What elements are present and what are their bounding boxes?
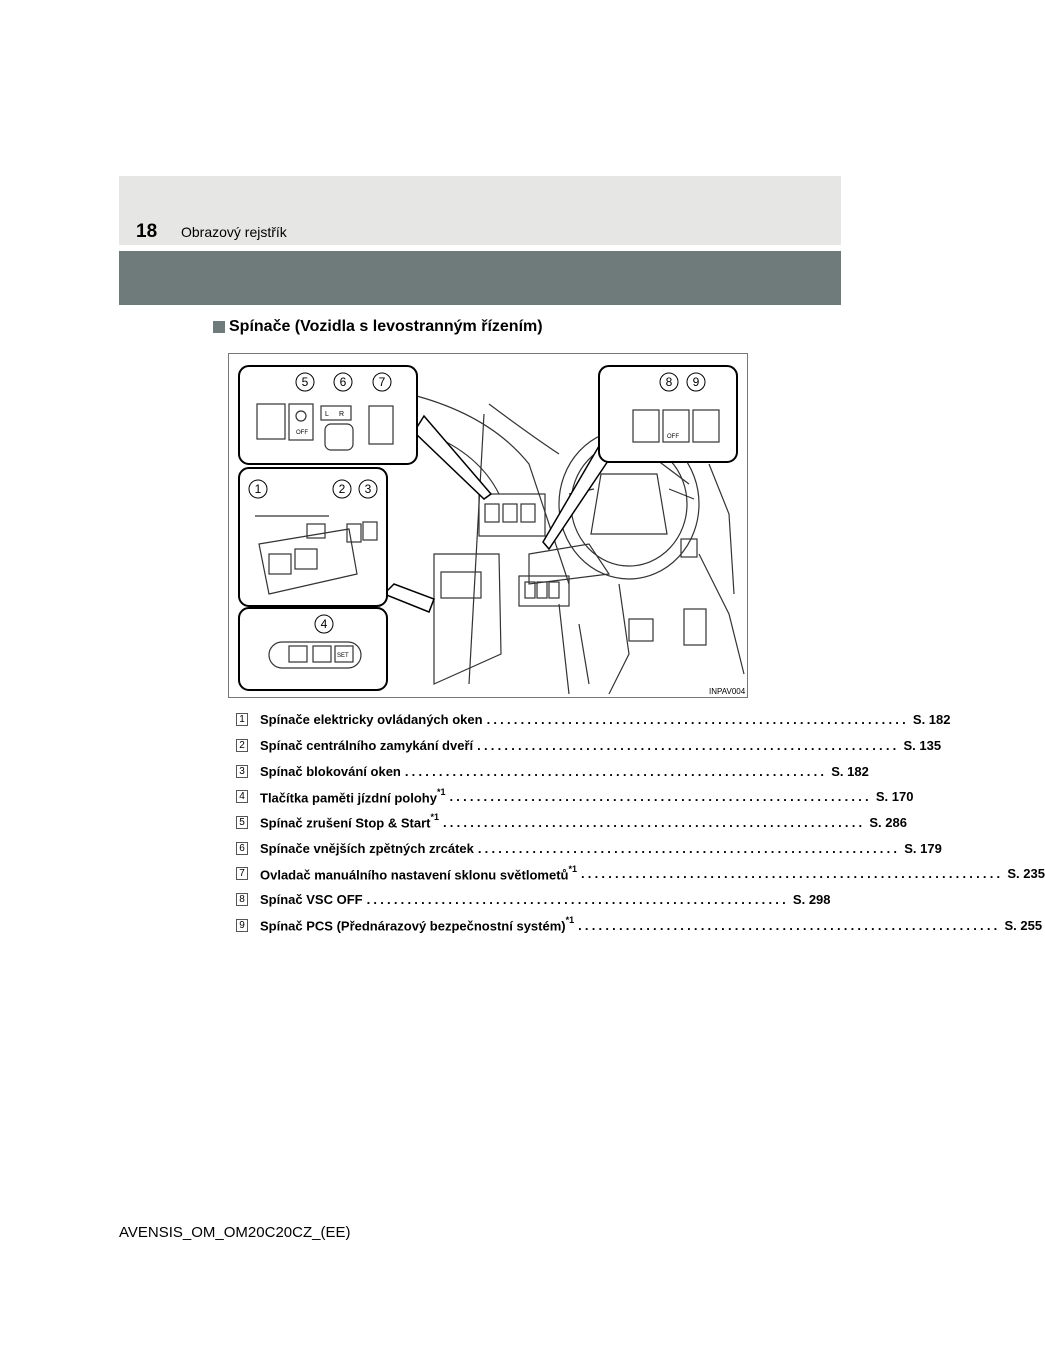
leader-dots: .............................................................. xyxy=(477,738,900,754)
header-band xyxy=(119,251,841,305)
item-page-ref[interactable]: S. 298 xyxy=(792,892,831,908)
heading-square-icon xyxy=(213,321,225,333)
leader-dots: .............................................................. xyxy=(404,763,828,779)
callout-5: 5 xyxy=(301,375,309,389)
off-label-a: OFF xyxy=(296,430,308,436)
document-code: AVENSIS_OM_OM20C20CZ_(EE) xyxy=(119,1224,351,1241)
list-item xyxy=(236,887,831,913)
section-heading xyxy=(213,318,543,336)
off-label-b: OFF xyxy=(667,434,679,440)
item-page-ref[interactable]: S. 179 xyxy=(904,840,942,856)
item-page-ref[interactable]: S. 286 xyxy=(869,815,907,831)
leader-dots: .............................................................. xyxy=(477,840,901,856)
item-label: Tlačítka paměti jízdní polohy$^{*1}$ xyxy=(260,786,446,806)
footnote-marker: *1 xyxy=(436,786,446,797)
list-item xyxy=(236,758,869,784)
item-number: 3 xyxy=(236,765,248,778)
illustration-code: INPAV004 xyxy=(709,687,746,696)
item-label: Spínač PCS (Přednárazový bezpečnostní systém)$^{*1}$ xyxy=(260,915,575,934)
leader-dots: .............................................................. xyxy=(581,866,1004,882)
item-label: Spínač centrálního zamykání dveří xyxy=(260,738,474,754)
item-number: 9 xyxy=(236,919,248,932)
list-item xyxy=(236,861,1045,887)
leader-dots: .............................................................. xyxy=(486,712,909,728)
list-item xyxy=(236,707,951,733)
section-title: Obrazový rejstřík xyxy=(181,224,287,240)
footnote-marker: *1 xyxy=(430,812,439,823)
callout-9: 9 xyxy=(692,375,700,389)
item-label: Ovladač manuálního nastavení sklonu světlometů$^{*1}$ xyxy=(260,863,577,883)
item-label: Spínač VSC OFF xyxy=(260,892,363,908)
page-header xyxy=(119,176,841,245)
list-item xyxy=(236,913,1043,939)
dashboard-drawing xyxy=(229,354,747,697)
item-page-ref[interactable]: S. 135 xyxy=(903,738,942,754)
item-number: 7 xyxy=(236,867,248,880)
item-number: 1 xyxy=(236,713,248,726)
callout-7: 7 xyxy=(378,375,386,389)
footnote-marker: *1 xyxy=(565,915,575,926)
callout-6: 6 xyxy=(339,375,347,389)
callout-4: 4 xyxy=(320,617,328,631)
callout-8: 8 xyxy=(665,375,673,389)
item-label: Spínače vnějších zpětných zrcátek xyxy=(260,840,474,856)
switches-illustration xyxy=(228,353,748,698)
list-item xyxy=(236,733,942,759)
callout-2: 2 xyxy=(338,482,346,496)
switch-list xyxy=(236,707,1045,938)
heading-text: Spínače (Vozidla s levostranným řízením) xyxy=(229,318,543,335)
leader-dots: .............................................................. xyxy=(578,917,1001,933)
item-number: 5 xyxy=(236,816,248,829)
footnote-marker: *1 xyxy=(568,863,577,874)
list-item xyxy=(236,835,942,861)
list-item xyxy=(236,810,907,836)
item-label: Spínač blokování oken xyxy=(260,763,401,779)
set-label: SET xyxy=(337,653,349,659)
item-number: 6 xyxy=(236,842,248,855)
callout-3: 3 xyxy=(364,482,372,496)
item-page-ref[interactable]: S. 182 xyxy=(831,763,869,779)
leader-dots: .............................................................. xyxy=(366,892,789,908)
item-page-ref[interactable]: S. 182 xyxy=(912,712,951,728)
item-page-ref[interactable]: S. 235 xyxy=(1007,866,1045,882)
page-number: 18 xyxy=(136,221,158,242)
mirror-l-label: L xyxy=(325,411,329,418)
mirror-r-label: R xyxy=(339,411,345,418)
leader-dots: .............................................................. xyxy=(443,815,866,831)
item-number: 4 xyxy=(236,790,248,803)
leader-dots: .............................................................. xyxy=(449,789,872,805)
item-page-ref[interactable]: S. 255 xyxy=(1004,917,1043,933)
callout-1: 1 xyxy=(254,482,262,496)
item-label: Spínače elektricky ovládaných oken xyxy=(260,712,483,728)
item-page-ref[interactable]: S. 170 xyxy=(875,789,914,805)
item-label: Spínač zrušení Stop & Start$^{*1}$ xyxy=(260,812,439,831)
list-item xyxy=(236,784,914,810)
item-number: 2 xyxy=(236,739,248,752)
item-number: 8 xyxy=(236,893,248,906)
